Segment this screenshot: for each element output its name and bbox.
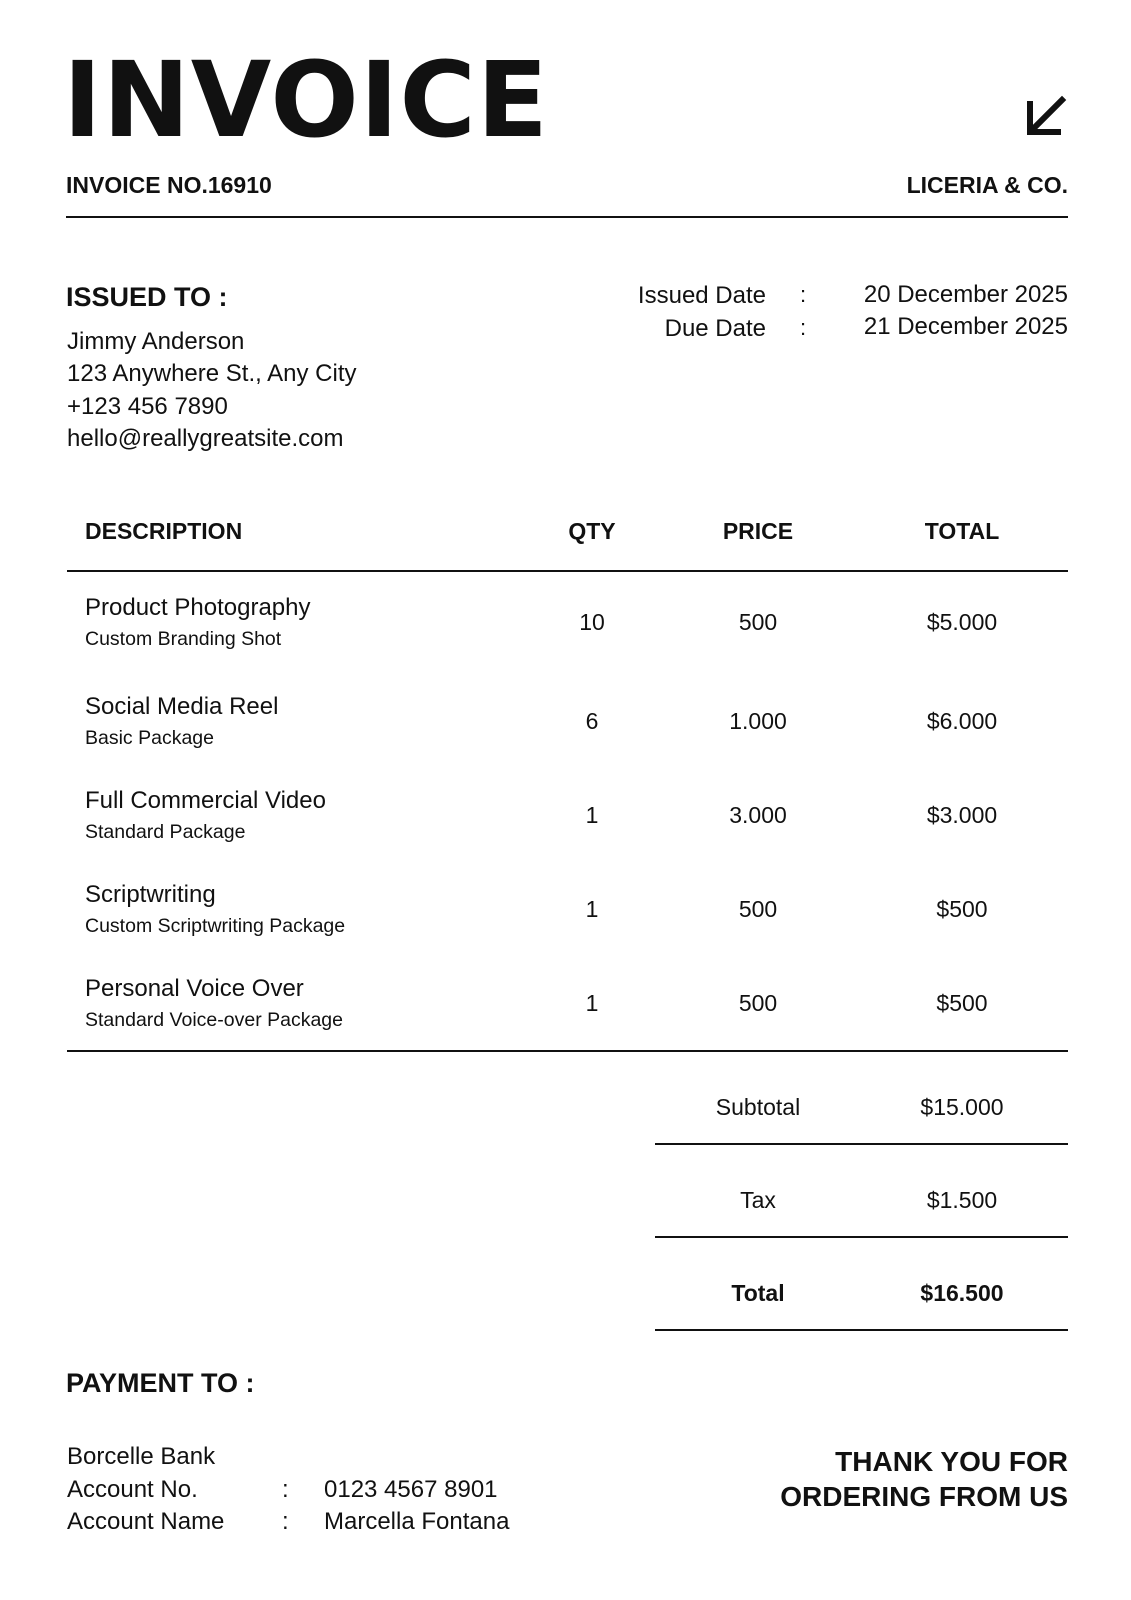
total-divider	[655, 1329, 1068, 1331]
row-item-title: Personal Voice Over	[85, 975, 304, 1002]
subtotal-label: Subtotal	[715, 1094, 801, 1120]
client-address: 123 Anywhere St., Any City	[67, 360, 357, 387]
row-item-title: Scriptwriting	[85, 881, 216, 908]
total-value: $16.500	[920, 1280, 1004, 1306]
issued-to-label: ISSUED TO :	[66, 282, 228, 312]
col-header-total: TOTAL	[924, 518, 1000, 544]
invoice-number: INVOICE NO.16910	[66, 172, 272, 198]
arrow-down-left-icon	[1024, 94, 1068, 138]
subtotal-value: $15.000	[920, 1094, 1004, 1120]
subtotal-divider	[655, 1143, 1068, 1145]
due-date-label: Due Date	[664, 315, 766, 342]
account-name-label: Account Name	[67, 1508, 225, 1535]
thank-you-line-2: ORDERING FROM US	[780, 1481, 1068, 1512]
issued-date-label: Issued Date	[637, 282, 766, 309]
row-item-subtitle: Custom Scriptwriting Package	[85, 915, 346, 937]
row-total: $500	[936, 896, 988, 922]
row-item-subtitle: Basic Package	[85, 727, 214, 749]
row-total: $5.000	[926, 609, 998, 635]
account-no-label: Account No.	[67, 1476, 198, 1503]
row-price: 500	[738, 896, 778, 922]
payment-to-label: PAYMENT TO :	[66, 1368, 255, 1398]
col-header-price: PRICE	[722, 518, 794, 544]
row-price: 500	[738, 990, 778, 1016]
row-item-subtitle: Standard Voice-over Package	[85, 1009, 343, 1031]
thank-you-message	[780, 1444, 1068, 1514]
row-total: $6.000	[926, 708, 998, 734]
row-item-subtitle: Custom Branding Shot	[85, 628, 282, 650]
row-qty: 1	[585, 896, 599, 922]
col-header-qty: QTY	[568, 518, 616, 544]
account-name-value: Marcella Fontana	[324, 1508, 510, 1535]
thank-you-line-1: THANK YOU FOR	[835, 1446, 1068, 1477]
account-no-separator: :	[282, 1476, 289, 1503]
col-header-description: DESCRIPTION	[85, 518, 243, 544]
invoice-title: INVOICE	[63, 39, 549, 161]
due-date-separator: :	[800, 315, 807, 340]
tax-label: Tax	[740, 1187, 776, 1213]
issued-date-value: 20 December 2025	[863, 281, 1068, 308]
row-total: $3.000	[926, 802, 998, 828]
row-qty: 6	[585, 708, 599, 734]
client-phone: +123 456 7890	[67, 393, 228, 420]
row-qty: 10	[579, 609, 605, 635]
row-price: 500	[738, 609, 778, 635]
due-date-value: 21 December 2025	[863, 313, 1068, 340]
tax-value: $1.500	[926, 1187, 998, 1213]
row-qty: 1	[585, 802, 599, 828]
row-qty: 1	[585, 990, 599, 1016]
account-no-value: 0123 4567 8901	[324, 1476, 498, 1503]
row-item-subtitle: Standard Package	[85, 821, 246, 843]
table-header-divider	[67, 570, 1068, 572]
client-email: hello@reallygreatsite.com	[67, 425, 344, 452]
header-divider	[66, 216, 1068, 218]
row-item-title: Full Commercial Video	[85, 787, 326, 814]
tax-divider	[655, 1236, 1068, 1238]
bank-name: Borcelle Bank	[67, 1443, 216, 1470]
client-name: Jimmy Anderson	[67, 328, 245, 355]
row-price: 3.000	[729, 802, 787, 828]
row-price: 1.000	[729, 708, 787, 734]
row-item-title: Product Photography	[85, 594, 311, 621]
account-name-separator: :	[282, 1508, 289, 1535]
row-item-title: Social Media Reel	[85, 693, 279, 720]
table-bottom-divider	[67, 1050, 1068, 1052]
company-name: LICERIA & CO.	[906, 172, 1068, 198]
row-total: $500	[936, 990, 988, 1016]
total-label: Total	[731, 1280, 785, 1306]
issued-date-separator: :	[800, 282, 807, 307]
